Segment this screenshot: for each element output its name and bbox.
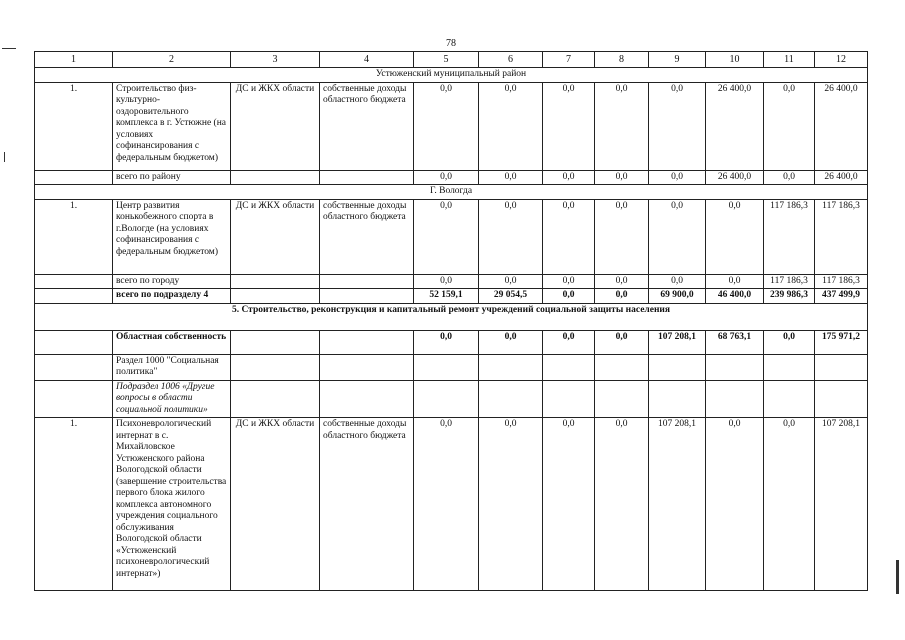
total-cell: 239 986,3 [764,289,815,304]
value-cell: 0,0 [479,82,543,170]
value-cell: 0,0 [595,418,649,591]
project-name: Строительство физ-культурно-оздоровительного комплекса в г. Устюжне (на условиях софинансирования с федеральным бюджетом) [113,82,231,170]
section-title: 5. Строительство, реконструкция и капитальный ремонт учреждений социальной защиты населения [35,303,868,330]
total-cell: 0,0 [479,170,543,185]
podrazdel-label: Подраздел 1006 «Другие вопросы в области социальной политики» [113,380,231,418]
funding-source: собственные доходы областного бюджета [320,82,414,170]
value-cell: 0,0 [706,418,764,591]
value-cell: 0,0 [649,199,706,274]
total-cell: 0,0 [543,274,595,289]
value-cell: 0,0 [595,330,649,354]
col-header: 5 [414,52,479,68]
col-header: 6 [479,52,543,68]
total-cell: 0,0 [479,274,543,289]
value-cell: 0,0 [414,199,479,274]
value-cell: 117 186,3 [815,199,868,274]
total-cell: 29 054,5 [479,289,543,304]
col-header: 10 [706,52,764,68]
value-cell: 107 208,1 [815,418,868,591]
funding-source: собственные доходы областного бюджета [320,199,414,274]
department: ДС и ЖКХ области [231,418,320,591]
value-cell: 0,0 [543,418,595,591]
value-cell: 0,0 [595,82,649,170]
value-cell: 0,0 [414,418,479,591]
total-cell: 117 186,3 [764,274,815,289]
col-header: 9 [649,52,706,68]
row-number: 1. [35,418,113,591]
regional-property-label: Областная собственность [113,330,231,354]
district-title: Г. Вологда [35,185,868,200]
value-cell: 0,0 [479,330,543,354]
value-cell: 117 186,3 [764,199,815,274]
value-cell: 0,0 [595,199,649,274]
podrazdel-row [35,380,868,418]
regional-property-row [35,330,868,354]
total-cell: 0,0 [414,274,479,289]
razdel-label: Раздел 1000 "Социальная политика" [113,354,231,380]
value-cell: 0,0 [479,418,543,591]
value-cell: 0,0 [479,199,543,274]
col-header: 4 [320,52,414,68]
total-cell: 46 400,0 [706,289,764,304]
column-number-row [35,52,868,68]
value-cell: 26 400,0 [815,82,868,170]
section-header-row [35,303,868,330]
value-cell: 107 208,1 [649,330,706,354]
total-cell: 52 159,1 [414,289,479,304]
total-cell: 0,0 [595,289,649,304]
value-cell: 26 400,0 [706,82,764,170]
district-title: Устюженский муниципальный район [35,68,868,83]
value-cell: 0,0 [543,199,595,274]
total-cell: 0,0 [543,289,595,304]
total-cell: 437 499,9 [815,289,868,304]
scan-mark [4,152,5,162]
funding-source: собственные доходы областного бюджета [320,418,414,591]
district-header-row [35,68,868,83]
total-row [35,274,868,289]
department: ДС и ЖКХ области [231,199,320,274]
razdel-row [35,354,868,380]
project-name: Психоневрологический интернат в с. Михайловское Устюженского района Вологодской области (завершение строительства первого блока жилого комплекса автономного учреждения социального обслуживания Вологодской области «Устюженский психоневрологический интернат») [113,418,231,591]
total-cell: 26 400,0 [706,170,764,185]
total-cell: 0,0 [595,274,649,289]
district-header-row [35,185,868,200]
col-header: 7 [543,52,595,68]
project-name: Центр развития конькобежного спорта в г.Вологде (на условиях софинансирования с федеральным бюджетом) [113,199,231,274]
value-cell: 0,0 [706,199,764,274]
col-header: 12 [815,52,868,68]
value-cell: 107 208,1 [649,418,706,591]
value-cell: 0,0 [414,82,479,170]
col-header: 11 [764,52,815,68]
scan-mark [2,48,16,49]
total-cell: 117 186,3 [815,274,868,289]
value-cell: 0,0 [414,330,479,354]
subdivision-total-label: всего по подразделу 4 [113,289,231,304]
total-cell: 0,0 [764,170,815,185]
table-row [35,82,868,170]
total-cell: 0,0 [543,170,595,185]
total-cell: 0,0 [706,274,764,289]
col-header: 8 [595,52,649,68]
table-row [35,199,868,274]
total-cell: 69 900,0 [649,289,706,304]
value-cell: 175 971,2 [815,330,868,354]
total-cell: 0,0 [649,274,706,289]
col-header: 2 [113,52,231,68]
value-cell: 68 763,1 [706,330,764,354]
value-cell: 0,0 [764,330,815,354]
total-row [35,170,868,185]
value-cell: 0,0 [543,330,595,354]
total-cell: 0,0 [414,170,479,185]
value-cell: 0,0 [764,82,815,170]
col-header: 1 [35,52,113,68]
total-cell: 26 400,0 [815,170,868,185]
subdivision-total-row [35,289,868,304]
row-number: 1. [35,199,113,274]
department: ДС и ЖКХ области [231,82,320,170]
value-cell: 0,0 [649,82,706,170]
total-cell: 0,0 [649,170,706,185]
col-header: 3 [231,52,320,68]
page-number: 78 [446,38,456,49]
value-cell: 0,0 [764,418,815,591]
value-cell: 0,0 [543,82,595,170]
total-cell: 0,0 [595,170,649,185]
row-number: 1. [35,82,113,170]
total-label: всего по городу [113,274,231,289]
table-row [35,418,868,591]
budget-table [34,51,868,591]
total-label: всего по району [113,170,231,185]
scan-mark [896,560,899,594]
